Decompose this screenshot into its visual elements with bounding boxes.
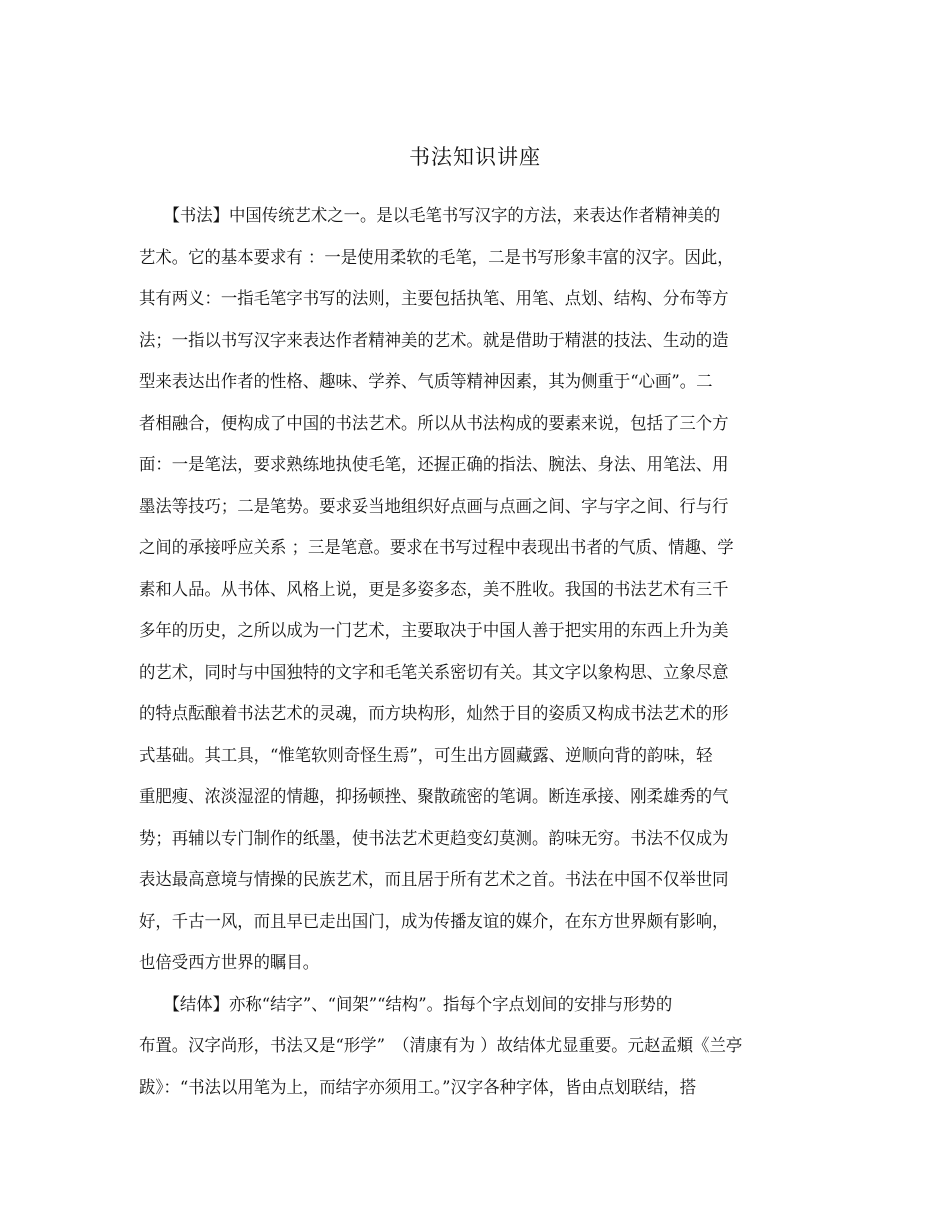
- body-line: 素和人品。从书体、风格上说，更是多姿多态，美不胜收。我国的书法艺术有三千: [139, 580, 729, 600]
- body-line: 者相融合，便构成了中国的书法艺术。所以从书法构成的要素来说，包括了三个方: [139, 414, 729, 434]
- body-line: 表达最高意境与情操的民族艺术，而且居于所有艺术之首。书法在中国不仅举世同: [139, 870, 729, 890]
- body-line: 面：一是笔法，要求熟练地执使毛笔，还握正确的指法、腕法、身法、用笔法、用: [139, 455, 729, 475]
- body-line: 其有两义：一指毛笔字书写的法则，主要包括执笔、用笔、点划、结构、分布等方: [139, 289, 729, 309]
- body-line: 式基础。其工具，“惟笔软则奇怪生焉”，可生出方圆藏露、逆顺向背的韵味，轻: [139, 746, 713, 766]
- body-line: 法；一指以书写汉字来表达作者精神美的艺术。就是借助于精湛的技法、生动的造: [139, 331, 729, 351]
- body-line: 的特点酝酿着书法艺术的灵魂，而方块构形，灿然于目的姿质又构成书法艺术的形: [139, 704, 729, 724]
- body-line: 【结体】亦称“结字”、“间架”“结构”。指每个字点划间的安排与形势的: [139, 995, 673, 1015]
- body-line: 重肥瘦、浓淡湿涩的情趣，抑扬顿挫、聚散疏密的笔调。断连承接、刚柔雄秀的气: [139, 787, 729, 807]
- body-line: 型来表达出作者的性格、趣味、学养、气质等精神因素，其为侧重于“心画”。二: [139, 372, 713, 392]
- body-line: 多年的历史，之所以成为一门艺术，主要取决于中国人善于把实用的东西上升为美: [139, 621, 729, 641]
- body-line: 布置。汉字尚形，书法又是“形学” （清康有为 ）故结体尤显重要。元赵孟頫《兰亭: [139, 1036, 743, 1056]
- body-line: 势；再辅以专门制作的纸墨，使书法艺术更趋变幻莫测。韵味无穷。书法不仅成为: [139, 829, 729, 849]
- body-line: 的艺术，同时与中国独特的文字和毛笔关系密切有关。其文字以象构思、立象尽意: [139, 663, 729, 683]
- body-line: 跋》：“书法以用笔为上，而结字亦须用工。”汉字各种字体，皆由点划联结，搭: [139, 1078, 697, 1098]
- body-line: 也倍受西方世界的瞩目。: [139, 953, 320, 973]
- body-line: 艺术。它的基本要求有 ：一是使用柔软的毛笔，二是书写形象丰富的汉字。因此，: [139, 248, 734, 268]
- body-line: 之间的承接呼应关系 ；三是笔意。要求在书写过程中表现出书者的气质、情趣、学: [139, 538, 734, 558]
- body-line: 【书法】中国传统艺术之一。是以毛笔书写汉字的方法，来表达作者精神美的: [139, 206, 721, 226]
- body-line: 墨法等技巧；二是笔势。要求妥当地组织好点画与点画之间、字与字之间、行与行: [139, 497, 729, 517]
- body-line: 好，千古一风，而且早已走出国门，成为传播友谊的媒介，在东方世界颇有影响，: [139, 912, 729, 932]
- document-title: 书法知识讲座: [409, 145, 541, 169]
